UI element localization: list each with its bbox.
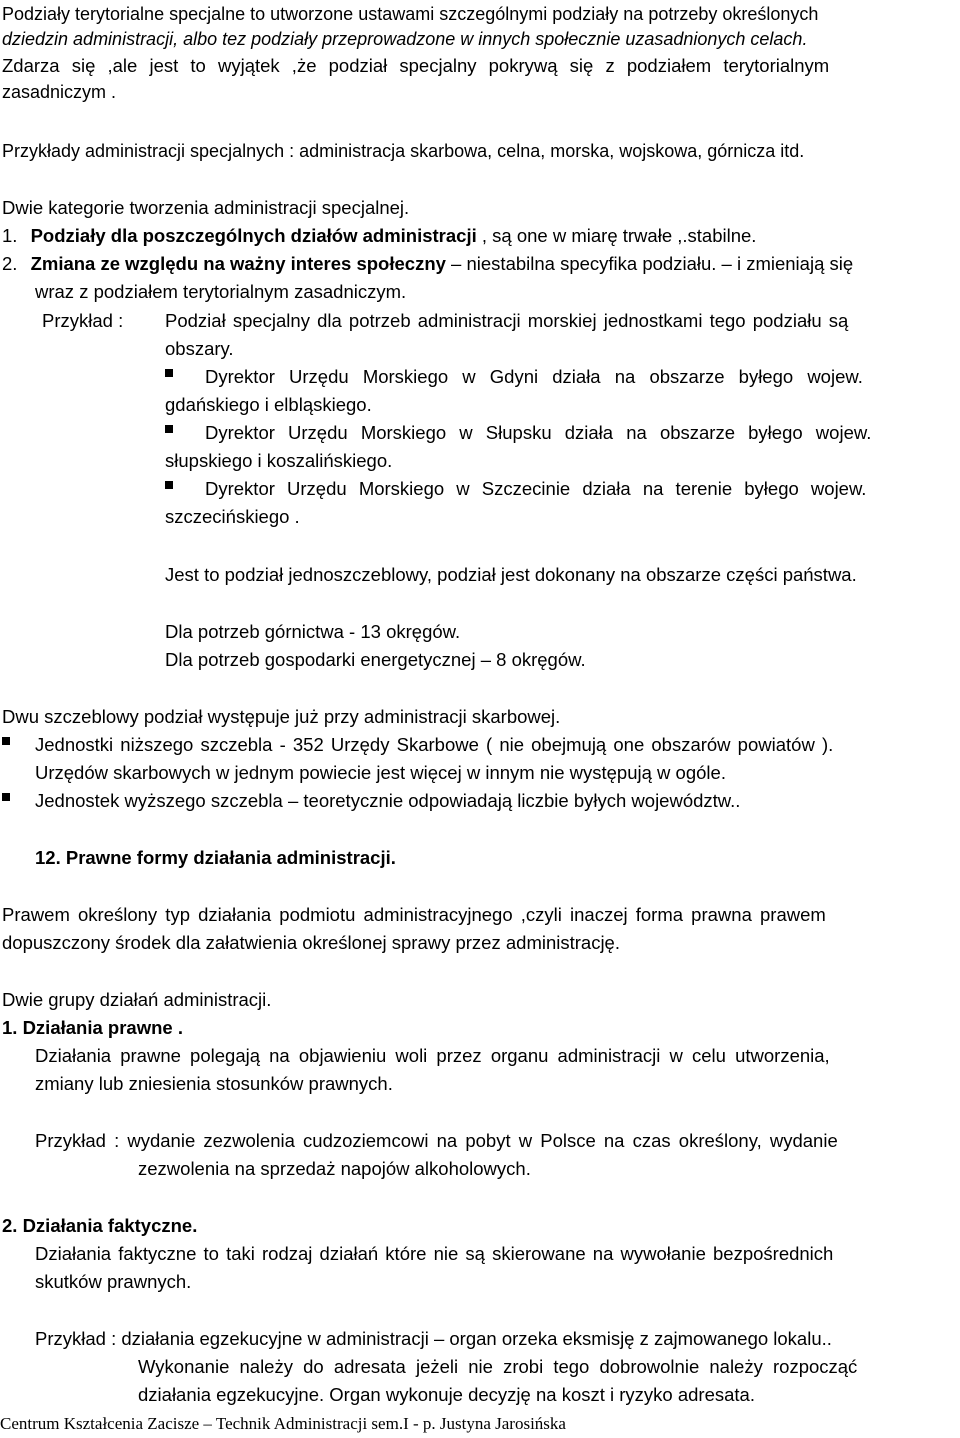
group-2-example-line-3: działania egzekucyjne. Organ wykonuje decyzję na koszt i ryzyko adresata. bbox=[138, 1384, 755, 1405]
category-1-rest: , są one w miarę trwałe ,.stabilne. bbox=[476, 225, 757, 246]
bullet-1-line-2: gdańskiego i elbląskiego. bbox=[165, 394, 372, 415]
intro-line-4: zasadniczym . bbox=[2, 82, 117, 102]
examples-line: Przykłady administracji specjalnych : administracja skarbowa, celna, morska, wojskowa, górnicza itd. bbox=[2, 141, 805, 161]
category-1 bbox=[2, 224, 756, 248]
groups-text: Dwie grupy działań administracji. bbox=[2, 989, 272, 1010]
category-2-bold: Zmiana ze względu na ważny interes społeczny bbox=[30, 253, 446, 274]
example-line-2: obszary. bbox=[165, 338, 234, 359]
example-label: Przykład : bbox=[42, 310, 124, 331]
bullet-square bbox=[2, 737, 10, 745]
group-1-line-2: zmiany lub zniesienia stosunków prawnych. bbox=[35, 1073, 393, 1094]
energy-text: Dla potrzeb gospodarki energetycznej – 8 okręgów. bbox=[165, 649, 586, 670]
bullet-2-line-1: Dyrektor Urzędu Morskiego w Słupsku działa na obszarze byłego wojew. bbox=[205, 422, 872, 443]
section-12-heading: 12. Prawne formy działania administracji. bbox=[35, 847, 396, 868]
bullet-square bbox=[165, 425, 173, 433]
example-line-1: Podział specjalny dla potrzeb administracji morskiej jednostkami tego podziału są bbox=[165, 310, 849, 331]
tax-bullet-1-line-2: Urzędów skarbowych w jednym powiecie jest więcej w innym nie występują w ogóle. bbox=[35, 762, 726, 783]
intro-line-3: Zdarza się ,ale jest to wyjątek ,że podział specjalny pokrywą się z podziałem terytorialnym bbox=[2, 55, 830, 76]
bullet-3-line-1: Dyrektor Urzędu Morskiego w Szczecinie działa na terenie byłego wojew. bbox=[205, 478, 867, 499]
two-categories: Dwie kategorie tworzenia administracji specjalnej. bbox=[2, 197, 410, 218]
page-footer: Centrum Kształcenia Zacisze – Technik Administracji sem.I - p. Justyna Jarosińska bbox=[0, 1414, 566, 1433]
group-1-example-line-1: Przykład : wydanie zezwolenia cudzoziemcowi na pobyt w Polsce na czas określony, wydanie bbox=[35, 1130, 838, 1151]
category-1-bold: Podziały dla poszczególnych działów administracji bbox=[30, 225, 477, 246]
bullet-square bbox=[165, 369, 173, 377]
intro-line-2: dziedzin administracji, albo tez podziały przeprowadzone w innych społecznie uzasadnionych celach. bbox=[2, 29, 808, 49]
category-1-number: 1. bbox=[2, 225, 18, 246]
definition-line-2: dopuszczony środek dla załatwienia określonej sprawy przez administrację. bbox=[2, 932, 620, 953]
bullet-3-line-2: szczecińskiego . bbox=[165, 506, 300, 527]
category-2-line-2: wraz z podziałem terytorialnym zasadniczym. bbox=[35, 281, 407, 302]
tax-bullet-1-line-1: Jednostki niższego szczebla - 352 Urzędy Skarbowe ( nie obejmują one obszarów powiatów ). bbox=[35, 734, 834, 755]
group-1-title: 1. Działania prawne . bbox=[2, 1017, 183, 1038]
category-2-rest: – niestabilna specyfika podziału. – i zmieniają się bbox=[445, 253, 854, 274]
group-2-line-1: Działania faktyczne to taki rodzaj działań które nie są skierowane na wywołanie bezpośrednich bbox=[35, 1243, 834, 1264]
group-2-example-line-1: Przykład : działania egzekucyjne w administracji – organ orzeka eksmisję z zajmowanego lokalu.. bbox=[35, 1328, 832, 1349]
group-2-line-2: skutków prawnych. bbox=[35, 1271, 192, 1292]
single-level-text: Jest to podział jednoszczeblowy, podział jest dokonany na obszarze części państwa. bbox=[165, 564, 857, 585]
intro-line-1: Podziały terytorialne specjalne to utworzone ustawami szczególnymi podziały na potrzeby określonych bbox=[2, 4, 819, 24]
bullet-square bbox=[165, 481, 173, 489]
bullet-2-line-2: słupskiego i koszalińskiego. bbox=[165, 450, 393, 471]
group-2-title: 2. Działania faktyczne. bbox=[2, 1215, 198, 1236]
two-level-text: Dwu szczeblowy podział występuje już przy administracji skarbowej. bbox=[2, 706, 561, 727]
group-2-example-line-2: Wykonanie należy do adresata jeżeli nie zrobi tego dobrowolnie należy rozpocząć bbox=[138, 1356, 858, 1377]
tax-bullet-2: Jednostek wyższego szczebla – teoretycznie odpowiadają liczbie byłych województw.. bbox=[35, 790, 741, 811]
bullet-square bbox=[2, 793, 10, 801]
group-1-line-1: Działania prawne polegają na objawieniu woli przez organu administracji w celu utworzenia, bbox=[35, 1045, 830, 1066]
mining-text: Dla potrzeb górnictwa - 13 okręgów. bbox=[165, 621, 461, 642]
bullet-1-line-1: Dyrektor Urzędu Morskiego w Gdyni działa na obszarze byłego wojew. bbox=[205, 366, 863, 387]
category-2-number: 2. bbox=[2, 253, 18, 274]
category-2 bbox=[2, 252, 853, 276]
definition-line-1: Prawem określony typ działania podmiotu administracyjnego ,czyli inaczej forma prawna prawem bbox=[2, 904, 826, 925]
group-1-example-line-2: zezwolenia na sprzedaż napojów alkoholowych. bbox=[138, 1158, 531, 1179]
